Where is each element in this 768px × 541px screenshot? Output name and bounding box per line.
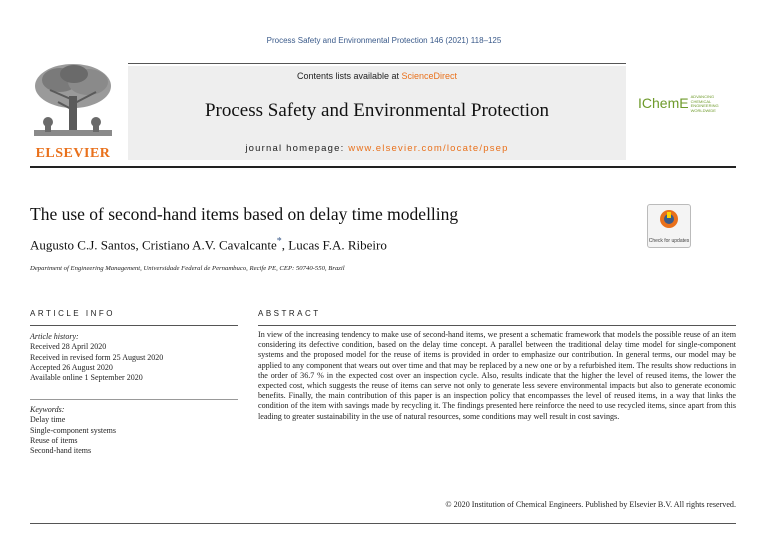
contents-available-line — [128, 71, 626, 81]
sciencedirect-link[interactable]: ScienceDirect — [401, 71, 458, 81]
abstract-text: In view of the increasing tendency to make use of second-hand items, we present a schematic framework that models the possible reuse of an item considering its defective condition, based on the delay time concept. A parallel between the traditional delay time model for single-component systems and the proposed model for the reuse of items is provided in order to emphasize our contribution. In general terms, our model may be applied to any component that wears out over time and that may be replaced by a new one or by a refurbished item. The results show reductions in the order of 36.7 % in the expected cost over an inspection cycle. Also, results indicate that the higher the level of reused items, the lower the expected cost, which suggests the reuse of items can serve not only to generate less severe environmental impacts but also to generate economic benefits. Finally, the main contribution of this paper is an inspection policy that encompasses the level of reused items, in a way that links the condition of the item with savings made by recycling it. The findings presented here reinforce the need to use recycled items, since apart from this leading to greater sustainability in the use of natural resources, some conditions may well result in cost savings. — [258, 330, 736, 421]
article-history-label: Article history: — [30, 332, 79, 341]
keyword-item: Single-component systems — [30, 425, 116, 435]
icheme-logo-tagline: ADVANCING CHEMICAL ENGINEERING WORLDWIDE — [690, 94, 719, 113]
history-item: Accepted 26 August 2020 — [30, 362, 113, 372]
keywords-label: Keywords: — [30, 405, 65, 414]
icheme-logo — [638, 94, 719, 113]
abstract-bottom-rule — [30, 523, 736, 524]
check-for-updates-badge[interactable] — [647, 204, 691, 248]
elsevier-tree-logo — [30, 60, 116, 160]
article-title: The use of second-hand items based on delay time modelling — [30, 204, 459, 224]
keyword-item: Delay time — [30, 415, 66, 425]
journal-citation[interactable]: Process Safety and Environmental Protection 146 (2021) 118–125 — [266, 36, 502, 45]
history-item: Received in revised form 25 August 2020 — [30, 352, 164, 362]
header-bottom-rule — [30, 166, 736, 168]
authors-names: Augusto C.J. Santos, Cristiano A.V. Cavalcante — [30, 237, 277, 253]
keywords-block — [30, 405, 116, 456]
keywords-rule — [30, 399, 238, 400]
article-history — [30, 332, 163, 383]
corresponding-author-mark[interactable]: * — [276, 236, 282, 247]
keyword-item: Second-hand items — [30, 446, 92, 456]
copyright-notice: © 2020 Institution of Chemical Engineers. Published by Elsevier B.V. All rights reserved. — [445, 500, 736, 509]
journal-homepage — [128, 143, 626, 154]
crossmark-icon — [648, 205, 690, 233]
author-affiliation: Department of Engineering Management, Universidade Federal de Pernambuco, Recife PE, CEP: 50740-550, Brazil — [30, 265, 345, 272]
homepage-url-link[interactable]: www.elsevier.com/locate/psep — [348, 143, 509, 154]
homepage-prefix: journal homepage: — [245, 143, 349, 154]
journal-title: Process Safety and Environmental Protection — [204, 100, 550, 121]
elsevier-logo-text: ELSEVIER — [35, 146, 111, 161]
history-item: Received 28 April 2020 — [30, 342, 107, 352]
header-top-rule — [128, 63, 626, 64]
keyword-item: Reuse of items — [30, 435, 78, 445]
history-item: Available online 1 September 2020 — [30, 373, 143, 383]
article-info-rule — [30, 325, 238, 326]
contents-prefix: Contents lists available at — [296, 71, 402, 81]
article-info-heading: ARTICLE INFO — [30, 309, 115, 318]
article-authors — [30, 236, 387, 253]
abstract-heading: ABSTRACT — [258, 309, 321, 318]
authors-tail: , Lucas F.A. Ribeiro — [281, 237, 387, 253]
icheme-logo-text: IChemE — [638, 95, 689, 111]
abstract-rule — [258, 325, 736, 326]
check-for-updates-label: Check for updates — [648, 237, 690, 244]
